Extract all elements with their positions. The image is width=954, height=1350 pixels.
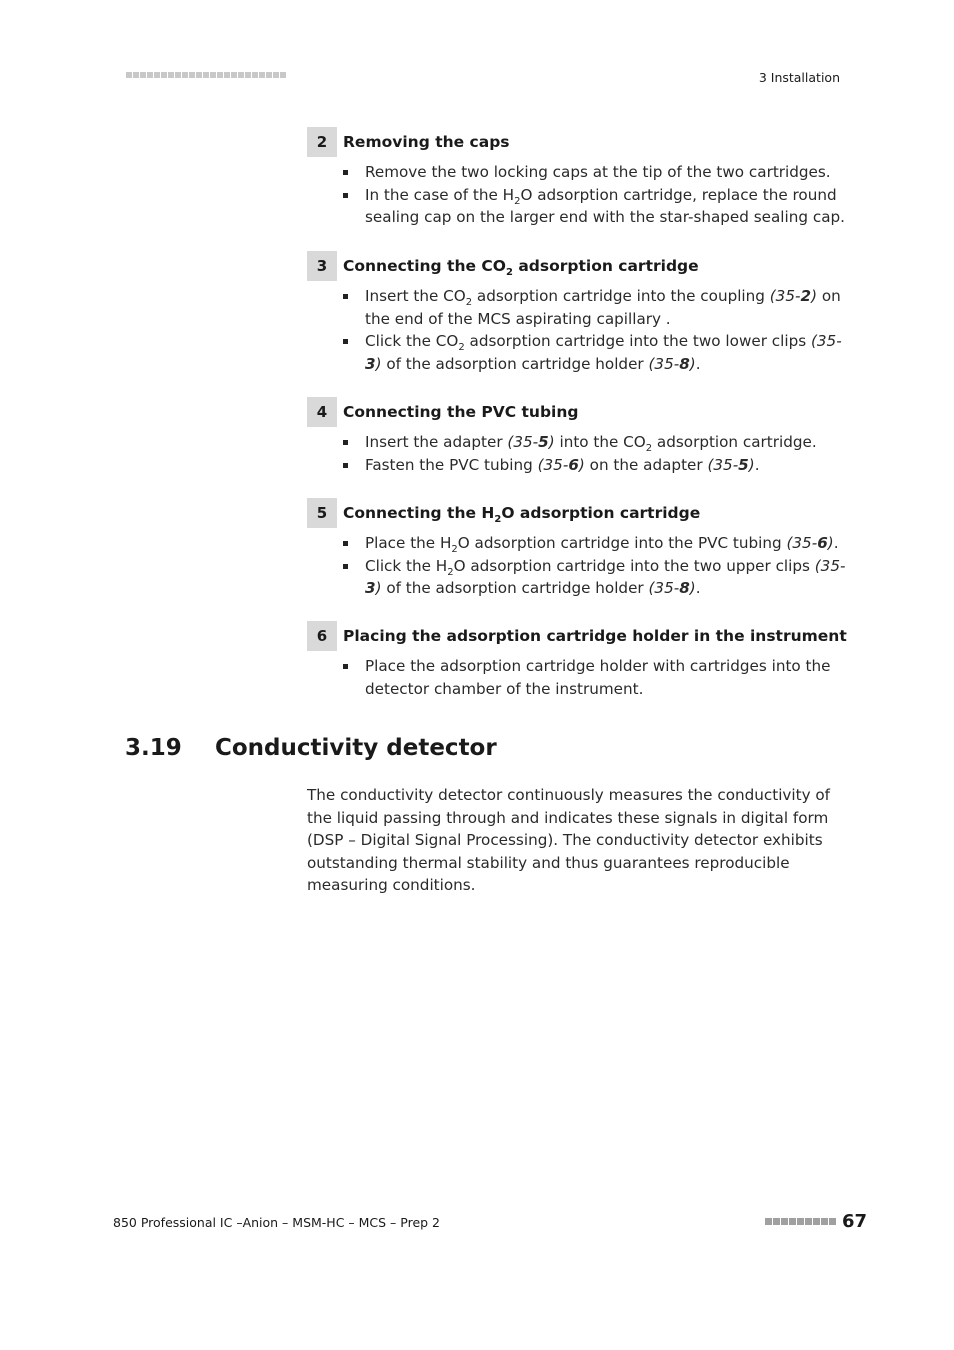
list-item: Remove the two locking caps at the tip of the two cartridges. [343,161,847,184]
decoration-square [231,72,237,78]
list-item: Place the adsorption cartridge holder with cartridges into the detector chamber of the instrument. [343,655,847,700]
page-number: 67 [841,1211,867,1232]
figure-reference: (35-5) [507,433,555,451]
subscript: 2 [505,267,513,279]
figure-reference: (35-6) [786,534,834,552]
decoration-square [161,72,167,78]
section-paragraph: The conductivity detector continuously measures the conductivity of the liquid passing through and indicates these signals in digital form (DSP – Digital Signal Processing). The conductivity detector exhibits outstanding thermal stability and thus guarantees reproducible measuring conditions. [307,786,831,894]
step-2 [307,127,847,229]
figure-reference: (35-8) [648,579,696,597]
decoration-square [238,72,244,78]
decoration-square [217,72,223,78]
decoration-square [245,72,251,78]
subscript: 2 [458,342,465,354]
section-title: Conductivity detector [215,735,497,761]
step-title: Removing the caps [343,133,510,151]
step-number: 3 [307,251,337,281]
decoration-square [266,72,272,78]
decoration-square [154,72,160,78]
subscript: 2 [451,544,458,556]
decoration-square [805,1218,812,1225]
step-number: 5 [307,498,337,528]
figure-reference: (35-8) [648,354,696,373]
subscript: 2 [645,443,653,455]
figure-reference: (35-2) [769,287,817,305]
decoration-square [126,72,132,78]
list-item: Insert the adapter (35-5) into the $CO_2$ adsorption cartridge. [343,431,847,454]
decoration-square [140,72,146,78]
decoration-square [210,72,216,78]
list-item: Fasten the PVC tubing (35-6) on the adapter (35-5). [343,454,847,477]
step-5 [307,498,847,600]
footer-page [765,1211,867,1232]
subscript: 2 [514,195,521,207]
decoration-square [813,1218,820,1225]
decoration-square [789,1218,796,1225]
step-number: 2 [307,127,337,157]
decoration-square [765,1218,772,1225]
decoration-square [280,72,286,78]
step-title: Placing the adsorption cartridge holder in the instrument [343,627,847,645]
decoration-square [168,72,174,78]
step-bullets [343,285,847,375]
list-item: Click the $H_2O$ adsorption cartridge into the two upper clips (35-3) of the adsorption cartridge holder (35-8). [343,555,847,600]
subscript: 2 [447,566,454,578]
decoration-square [781,1218,788,1225]
step-4 [307,397,847,476]
step-number: 6 [307,621,337,651]
decoration-square [821,1218,828,1225]
decoration-square [203,72,209,78]
step-bullets [343,431,847,476]
figure-reference: (35-3) [365,332,842,373]
footer-doc-title: 850 Professional IC –Anion – MSM-HC – MCS – Prep 2 [113,1215,440,1230]
step-title: Connecting the PVC tubing [343,403,579,421]
subscript: 2 [465,297,473,309]
step-bullets [343,532,847,600]
chapter-label: 3 Installation [758,70,840,85]
decoration-square [133,72,139,78]
decoration-square [259,72,265,78]
figure-reference: (35-3) [365,556,846,597]
step-title: Connecting the $H_2O$ adsorption cartridge [343,504,701,526]
step-6 [307,621,847,700]
figure-reference: (35-6) [537,455,585,474]
list-item: Click the $CO_2$ adsorption cartridge into the two lower clips (35-3) of the adsorption cartridge holder (35-8). [343,330,847,375]
step-title: Connecting the $CO_2$ adsorption cartridge [343,257,699,279]
footer-decoration [765,1218,836,1225]
decoration-square [189,72,195,78]
list-item: Place the $H_2O$ adsorption cartridge into the PVC tubing (35-6). [343,532,847,555]
decoration-square [797,1218,804,1225]
step-number: 4 [307,397,337,427]
decoration-square [196,72,202,78]
header-decoration [126,72,286,78]
decoration-square [252,72,258,78]
decoration-square [224,72,230,78]
decoration-square [773,1218,780,1225]
decoration-square [829,1218,836,1225]
step-bullets [343,161,847,229]
section-heading [125,735,497,761]
list-item: In the case of the $H_2O$ adsorption cartridge, replace the round sealing cap on the larger end with the star-shaped sealing cap. [343,184,847,229]
decoration-square [175,72,181,78]
figure-reference: (35-5) [707,455,755,474]
step-3 [307,251,847,375]
subscript: 2 [494,514,502,526]
decoration-square [147,72,153,78]
list-item: Insert the $CO_2$ adsorption cartridge into the coupling (35-2) on the end of the MCS aspirating capillary . [343,285,847,330]
decoration-square [182,72,188,78]
step-bullets [343,655,847,700]
section-number: 3.19 [125,735,182,761]
decoration-square [273,72,279,78]
